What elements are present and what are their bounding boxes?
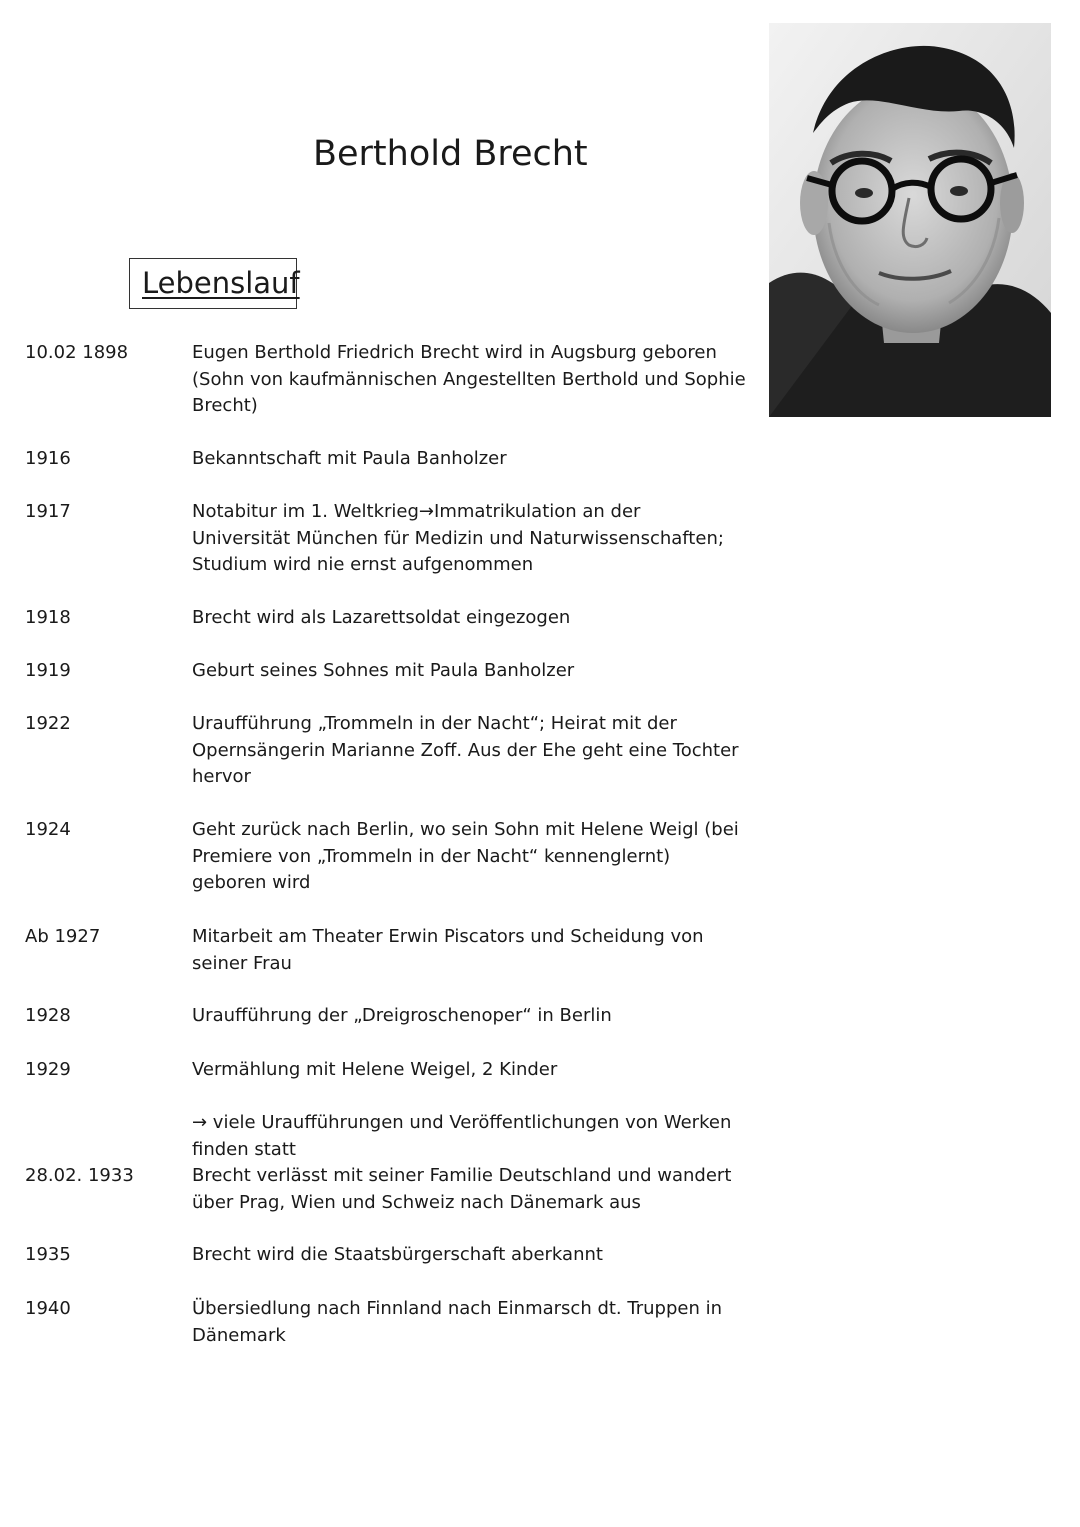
entry-line: über Prag, Wien und Schweiz nach Dänemark aus bbox=[192, 1191, 641, 1213]
entry-line: Vermählung mit Helene Weigel, 2 Kinder bbox=[192, 1059, 558, 1080]
entry-line: Notabitur im 1. Weltkrieg→Immatrikulation an der bbox=[192, 501, 641, 522]
entry-line: Opernsängerin Marianne Zoff. Aus der Ehe geht eine Tochter bbox=[192, 739, 739, 761]
entry-date: 1919 bbox=[25, 660, 71, 681]
entry-description bbox=[192, 499, 752, 579]
entry-description bbox=[192, 1163, 752, 1216]
entry-description bbox=[192, 1003, 752, 1030]
entry-date: 1928 bbox=[25, 1005, 71, 1026]
entry-line: Mitarbeit am Theater Erwin Piscators und Scheidung von bbox=[192, 926, 704, 947]
entry-description bbox=[192, 340, 752, 420]
entry-date: 1918 bbox=[25, 607, 71, 628]
entry-line: Uraufführung der „Dreigroschenoper“ in Berlin bbox=[192, 1005, 612, 1026]
entry-description bbox=[192, 711, 752, 791]
entry-description bbox=[192, 1057, 752, 1084]
entry-line: Brecht) bbox=[192, 395, 258, 416]
entry-line: Eugen Berthold Friedrich Brecht wird in Augsburg geboren bbox=[192, 342, 717, 363]
entry-line: Brecht wird die Staatsbürgerschaft aberkannt bbox=[192, 1244, 603, 1265]
entry-date: 1922 bbox=[25, 713, 71, 734]
entry-description bbox=[192, 605, 752, 632]
entry-description bbox=[192, 658, 752, 685]
entry-date: 1916 bbox=[25, 448, 71, 469]
entry-line: finden statt bbox=[192, 1138, 296, 1160]
entry-line: geboren wird bbox=[192, 872, 311, 893]
entry-date: 10.02 1898 bbox=[25, 342, 129, 363]
entry-line: Bekanntschaft mit Paula Banholzer bbox=[192, 448, 507, 469]
entry-line: Brecht wird als Lazarettsoldat eingezogen bbox=[192, 607, 571, 628]
section-heading: Lebenslauf bbox=[142, 266, 300, 300]
entry-line: Geht zurück nach Berlin, wo sein Sohn mit Helene Weigl (bei bbox=[192, 819, 739, 840]
entry-date: 1917 bbox=[25, 501, 71, 522]
entry-line: → viele Uraufführungen und Veröffentlichungen von Werken bbox=[192, 1112, 732, 1133]
entry-line: Universität München für Medizin und Naturwissenschaften; bbox=[192, 527, 724, 549]
entry-line: Dänemark bbox=[192, 1324, 286, 1346]
entry-line: Geburt seines Sohnes mit Paula Banholzer bbox=[192, 660, 575, 681]
entry-description bbox=[192, 446, 752, 473]
entry-date: 1935 bbox=[25, 1244, 71, 1265]
entry-line: (Sohn von kaufmännischen Angestellten Berthold und Sophie bbox=[192, 368, 746, 390]
entry-line: Premiere von „Trommeln in der Nacht“ kennenglernt) bbox=[192, 845, 671, 867]
entry-description bbox=[192, 924, 752, 977]
entry-date: 1924 bbox=[25, 819, 71, 840]
entry-description bbox=[192, 1296, 752, 1349]
entry-line: Übersiedlung nach Finnland nach Einmarsch dt. Truppen in bbox=[192, 1298, 722, 1319]
page-title: Berthold Brecht bbox=[313, 134, 588, 174]
entry-description bbox=[192, 1242, 752, 1269]
entry-line: Studium wird nie ernst aufgenommen bbox=[192, 554, 534, 575]
entry-date: 1929 bbox=[25, 1059, 71, 1080]
entry-date: 28.02. 1933 bbox=[25, 1165, 134, 1186]
portrait-photo bbox=[769, 23, 1051, 417]
entry-line: hervor bbox=[192, 766, 251, 787]
entry-date: Ab 1927 bbox=[25, 926, 101, 947]
entry-line: Uraufführung „Trommeln in der Nacht“; Heirat mit der bbox=[192, 713, 677, 734]
entry-line: seiner Frau bbox=[192, 952, 292, 974]
entry-date: 1940 bbox=[25, 1298, 71, 1319]
entry-description bbox=[192, 817, 752, 897]
entry-description bbox=[192, 1110, 752, 1163]
entry-line: Brecht verlässt mit seiner Familie Deutschland und wandert bbox=[192, 1165, 732, 1186]
